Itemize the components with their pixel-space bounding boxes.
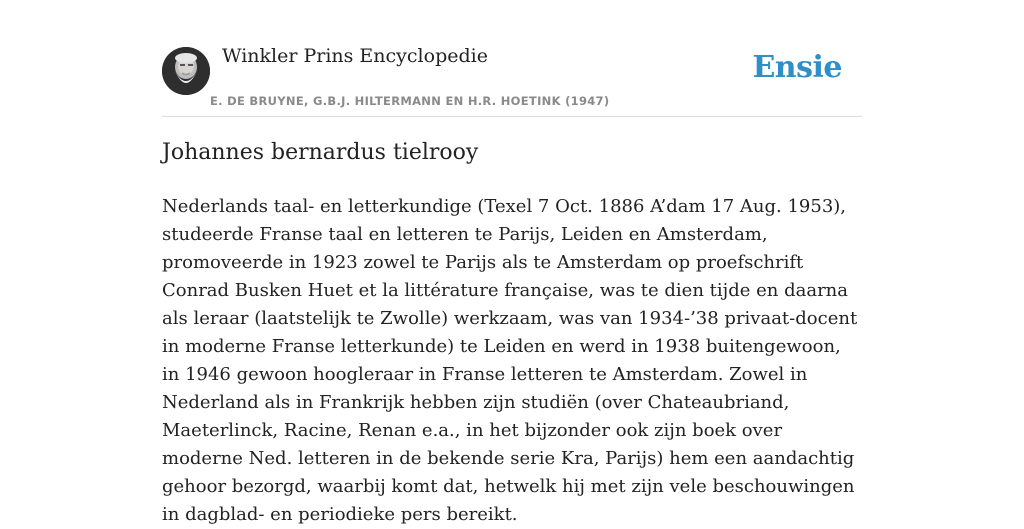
- bearded-man-portrait-icon: [162, 47, 210, 95]
- source-header: [162, 40, 862, 117]
- article-card: [162, 40, 862, 525]
- article-title: Johannes bernardus tielrooy: [162, 140, 479, 165]
- source-authors: E. DE BRUYNE, G.B.J. HILTERMANN EN H.R. HOETINK (1947): [210, 94, 610, 108]
- article-body: Nederlands taal- en letterkundige (Texel 7 Oct. 1886 A’dam 17 Aug. 1953), studeerde Franse taal en letteren te Parijs, Leiden en Amsterdam, promoveerde in 1923 zowel te Parijs als te Amsterdam op proefschrift Conrad Busken Huet et la littérature française, was te dien tijde en daarna als leraar (laatstelijk te Zwolle) werkzaam, was van 1934-’38 privaat-docent in moderne Franse letterkunde) te Leiden en werd in 1938 buitengewoon, in 1946 gewoon hoogleraar in Franse letteren te Amsterdam. Zowel in Nederland als in Frankrijk hebben zijn studiën (over Chateaubriand, Maeterlinck, Racine, Renan e.a., in het bijzonder ook zijn boek over moderne Ned. letteren in de bekende serie Kra, Parijs) hem een aandachtig gehoor bezorgd, waarbij komt dat, hetwelk hij met zijn vele beschouwingen in dagblad- en periodieke pers bereikt.: [162, 196, 858, 525]
- source-title[interactable]: Winkler Prins Encyclopedie: [222, 45, 488, 67]
- brand-logo[interactable]: Ensie: [752, 50, 842, 85]
